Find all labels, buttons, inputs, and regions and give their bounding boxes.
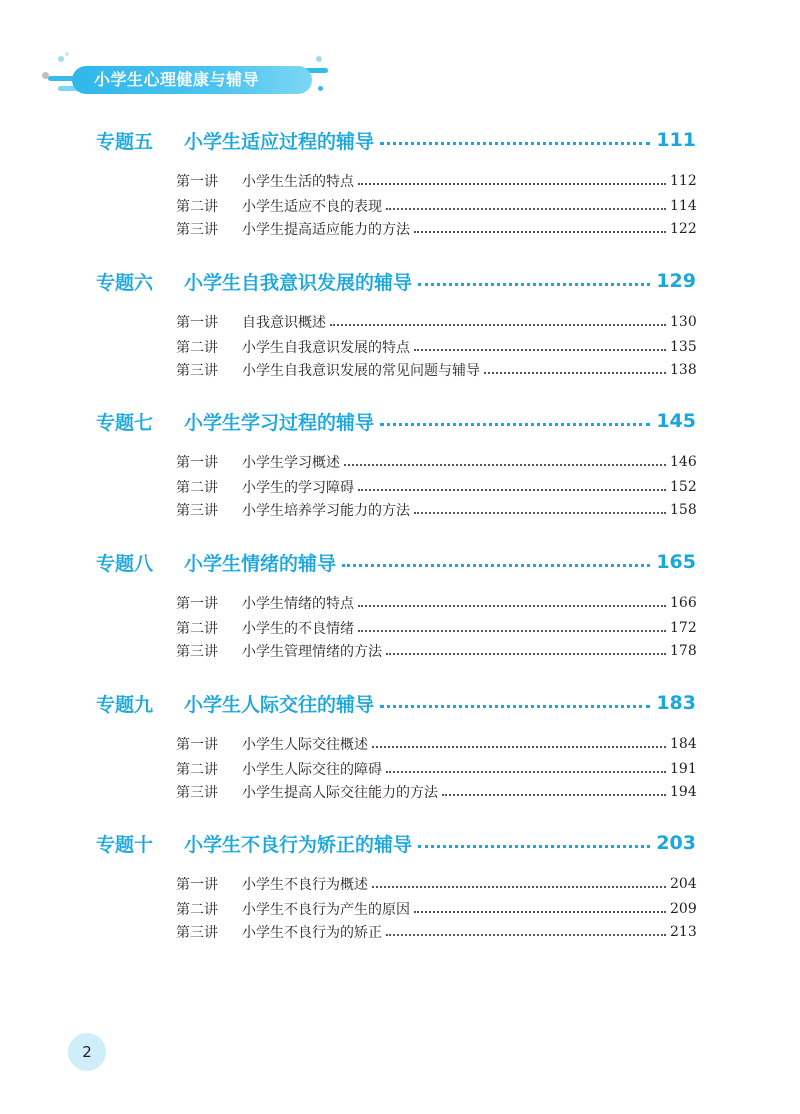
- lecture-page: 213: [670, 924, 697, 940]
- section-heading[interactable]: [96, 828, 696, 858]
- lecture-entry[interactable]: [176, 359, 696, 381]
- lecture-entry[interactable]: [176, 476, 696, 498]
- dot-leader: [386, 771, 666, 773]
- lecture-page: 209: [670, 901, 697, 917]
- lecture-entry[interactable]: [176, 592, 696, 614]
- lecture-number: 第三讲: [176, 925, 218, 941]
- section-page: 183: [656, 692, 696, 714]
- lecture-title: 小学生生活的特点: [242, 174, 354, 190]
- lecture-number: 第二讲: [176, 480, 218, 496]
- section-title: 小学生学习过程的辅导: [184, 411, 375, 434]
- lecture-page: 112: [670, 173, 697, 189]
- section-number: 专题七: [96, 411, 154, 434]
- lecture-entry[interactable]: [176, 499, 696, 521]
- lecture-page: 184: [670, 736, 697, 752]
- lecture-number: 第三讲: [176, 363, 218, 379]
- lecture-entry[interactable]: [176, 170, 696, 192]
- section-title: 小学生自我意识发展的辅导: [184, 271, 413, 294]
- lecture-entry[interactable]: [176, 336, 696, 358]
- dot-leader: [372, 746, 666, 748]
- section-page: 145: [656, 410, 696, 432]
- lecture-title: 小学生自我意识发展的常见问题与辅导: [242, 363, 480, 379]
- lecture-title: 小学生提高人际交往能力的方法: [242, 785, 438, 801]
- dot-leader: [380, 705, 650, 708]
- lecture-number: 第一讲: [176, 174, 218, 190]
- lecture-number: 第二讲: [176, 199, 218, 215]
- lecture-number: 第二讲: [176, 762, 218, 778]
- section-heading[interactable]: [96, 406, 696, 436]
- lecture-page: 135: [670, 339, 697, 355]
- lecture-entry[interactable]: [176, 921, 696, 943]
- section-title: 小学生人际交往的辅导: [184, 693, 375, 716]
- lecture-number: 第三讲: [176, 503, 218, 519]
- lecture-number: 第一讲: [176, 737, 218, 753]
- lecture-page: 158: [670, 502, 697, 518]
- lecture-page: 122: [670, 221, 697, 237]
- lecture-page: 191: [670, 761, 697, 777]
- lecture-page: 178: [670, 643, 697, 659]
- lecture-number: 第三讲: [176, 644, 218, 660]
- section-number: 专题九: [96, 693, 154, 716]
- dot-leader: [414, 911, 666, 913]
- lecture-entry[interactable]: [176, 898, 696, 920]
- section-heading[interactable]: [96, 266, 696, 296]
- lecture-title: 小学生人际交往的障碍: [242, 762, 382, 778]
- lecture-page: 130: [670, 314, 697, 330]
- banner-title: 小学生心理健康与辅导: [94, 70, 260, 89]
- lecture-number: 第一讲: [176, 877, 218, 893]
- dot-leader: [386, 208, 666, 210]
- lecture-entry[interactable]: [176, 311, 696, 333]
- dot-leader: [330, 324, 666, 326]
- lecture-title: 小学生人际交往概述: [242, 737, 368, 753]
- section-heading[interactable]: [96, 547, 696, 577]
- dot-leader: [380, 142, 650, 145]
- lecture-number: 第三讲: [176, 785, 218, 801]
- section-number: 专题八: [96, 552, 154, 575]
- lecture-title: 小学生学习概述: [242, 455, 340, 471]
- lecture-number: 第三讲: [176, 222, 218, 238]
- lecture-entry[interactable]: [176, 758, 696, 780]
- lecture-entry[interactable]: [176, 195, 696, 217]
- dot-leader: [344, 464, 666, 466]
- section-title: 小学生情绪的辅导: [184, 552, 337, 575]
- dot-leader: [342, 564, 650, 567]
- lecture-title: 小学生提高适应能力的方法: [242, 222, 410, 238]
- dot-leader: [414, 512, 666, 514]
- section-page: 129: [656, 270, 696, 292]
- dot-leader: [442, 794, 666, 796]
- lecture-entry[interactable]: [176, 733, 696, 755]
- section-heading[interactable]: [96, 125, 696, 155]
- lecture-page: 172: [670, 620, 697, 636]
- dot-leader: [418, 845, 650, 848]
- lecture-number: 第二讲: [176, 621, 218, 637]
- lecture-page: 146: [670, 454, 697, 470]
- lecture-number: 第二讲: [176, 340, 218, 356]
- lecture-title: 小学生的学习障碍: [242, 480, 354, 496]
- lecture-title: 小学生的不良情绪: [242, 621, 354, 637]
- lecture-number: 第一讲: [176, 596, 218, 612]
- dot-leader: [484, 372, 666, 374]
- lecture-page: 166: [670, 595, 697, 611]
- section-title: 小学生适应过程的辅导: [184, 130, 375, 153]
- lecture-entry[interactable]: [176, 640, 696, 662]
- dot-leader: [358, 489, 666, 491]
- lecture-title: 小学生不良行为概述: [242, 877, 368, 893]
- lecture-number: 第一讲: [176, 315, 218, 331]
- dot-leader: [380, 423, 650, 426]
- dot-leader: [414, 231, 666, 233]
- section-title: 小学生不良行为矫正的辅导: [184, 833, 413, 856]
- lecture-number: 第二讲: [176, 902, 218, 918]
- dot-leader: [386, 934, 666, 936]
- lecture-title: 小学生适应不良的表现: [242, 199, 382, 215]
- lecture-title: 小学生管理情绪的方法: [242, 644, 382, 660]
- dot-leader: [414, 349, 666, 351]
- section-page: 165: [656, 551, 696, 573]
- section-number: 专题十: [96, 833, 154, 856]
- lecture-page: 114: [670, 198, 697, 214]
- lecture-title: 自我意识概述: [242, 315, 326, 331]
- lecture-title: 小学生情绪的特点: [242, 596, 354, 612]
- lecture-entry[interactable]: [176, 873, 696, 895]
- section-number: 专题五: [96, 130, 154, 153]
- dot-leader: [386, 653, 666, 655]
- lecture-page: 204: [670, 876, 697, 892]
- dot-leader: [358, 605, 666, 607]
- lecture-entry[interactable]: [176, 781, 696, 803]
- lecture-entry[interactable]: [176, 617, 696, 639]
- lecture-number: 第一讲: [176, 455, 218, 471]
- page-number-badge: 2: [68, 1033, 106, 1071]
- dot-leader: [372, 886, 666, 888]
- lecture-entry[interactable]: [176, 218, 696, 240]
- lecture-page: 138: [670, 362, 697, 378]
- lecture-title: 小学生不良行为的矫正: [242, 925, 382, 941]
- dot-leader: [358, 183, 666, 185]
- section-heading[interactable]: [96, 688, 696, 718]
- section-page: 203: [656, 832, 696, 854]
- lecture-entry[interactable]: [176, 451, 696, 473]
- dot-leader: [358, 630, 666, 632]
- lecture-page: 194: [670, 784, 697, 800]
- lecture-page: 152: [670, 479, 697, 495]
- lecture-title: 小学生不良行为产生的原因: [242, 902, 410, 918]
- section-page: 111: [656, 129, 696, 151]
- lecture-title: 小学生培养学习能力的方法: [242, 503, 410, 519]
- dot-leader: [418, 283, 650, 286]
- lecture-title: 小学生自我意识发展的特点: [242, 340, 410, 356]
- section-number: 专题六: [96, 271, 154, 294]
